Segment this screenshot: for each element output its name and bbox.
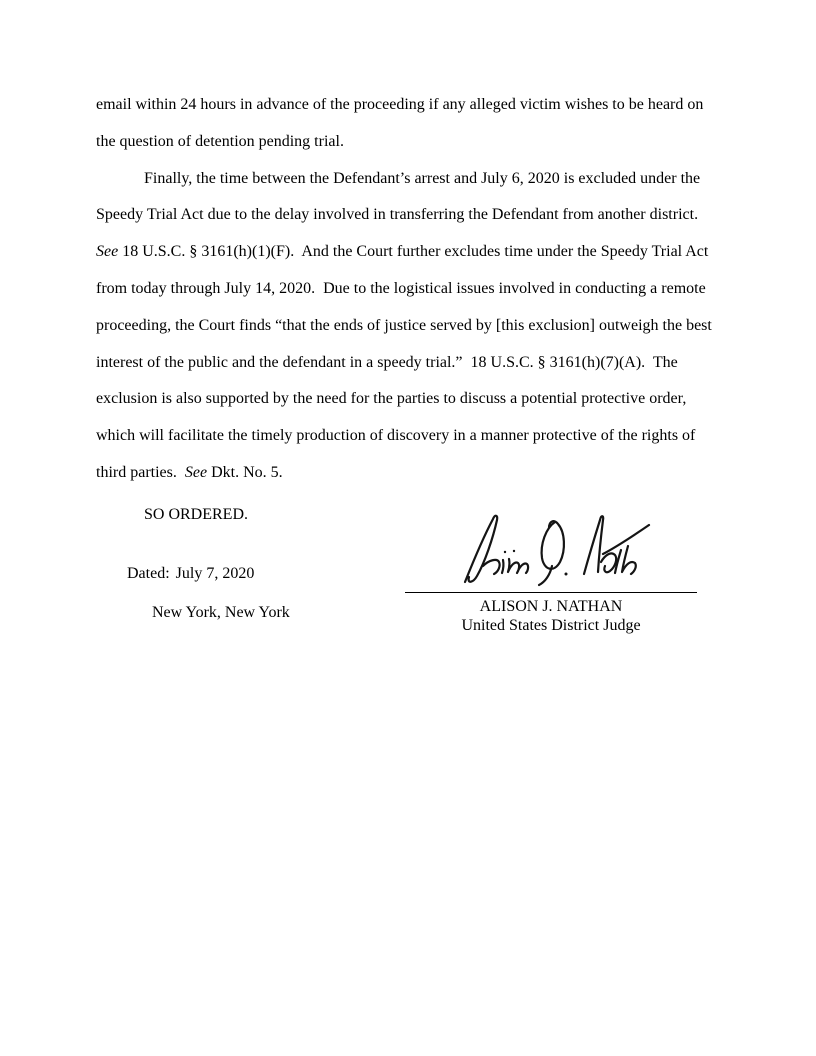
dated-date: July 7, 2020 (175, 565, 255, 583)
dated-block (103, 545, 290, 622)
dated-label: Dated: (127, 565, 170, 583)
body-text-segment: third parties. (96, 463, 185, 481)
body-line (96, 455, 736, 492)
body-text-segment: Speedy Trial Act due to the delay involved in transferring the Defendant from another district. (96, 206, 699, 224)
body-text-segment: Finally, the time between the Defendant’s arrest and July 6, 2020 is excluded under the (144, 169, 701, 187)
body-text (96, 87, 736, 492)
body-text-segment: exclusion is also supported by the need for the parties to discuss a potential protective order, (96, 390, 687, 408)
body-line (96, 124, 736, 161)
handwritten-signature-image (453, 510, 658, 592)
body-text-segment: from today through July 14, 2020. Due to the logistical issues involved in conducting a remote (96, 279, 706, 297)
dated-place: New York, New York (152, 603, 290, 621)
so-ordered-text: SO ORDERED. (144, 506, 249, 523)
body-text-segment: the question of detention pending trial. (96, 132, 344, 150)
body-text-segment: interest of the public and the defendant in a speedy trial.” 18 U.S.C. § 3161(h)(7)(A). The (96, 353, 678, 371)
body-line (96, 234, 736, 271)
signature-title: United States District Judge (461, 617, 641, 634)
body-text-segment: proceeding, the Court finds “that the ends of justice served by [this exclusion] outweigh the best (96, 316, 712, 334)
body-line (96, 271, 736, 308)
body-text-segment: 18 U.S.C. § 3161(h)(1)(F). And the Court further excludes time under the Speedy Trial Act (118, 243, 709, 261)
body-text-segment: email within 24 hours in advance of the proceeding if any alleged victim wishes to be heard on (96, 96, 704, 113)
body-line (96, 381, 736, 418)
signature-name: ALISON J. NATHAN (479, 598, 623, 615)
body-line (96, 418, 736, 455)
body-line (96, 161, 736, 198)
citation-italic-segment: See (96, 243, 119, 261)
dated-line (103, 545, 290, 603)
body-line (96, 308, 736, 345)
signature-line (405, 592, 697, 593)
body-text-segment: Dkt. No. 5. (207, 463, 283, 481)
body-line (96, 345, 736, 382)
body-line (96, 197, 736, 234)
body-text-segment: which will facilitate the timely production of discovery in a manner protective of the rights of (96, 427, 696, 445)
citation-italic-segment: See (184, 463, 208, 481)
body-line (96, 87, 736, 124)
